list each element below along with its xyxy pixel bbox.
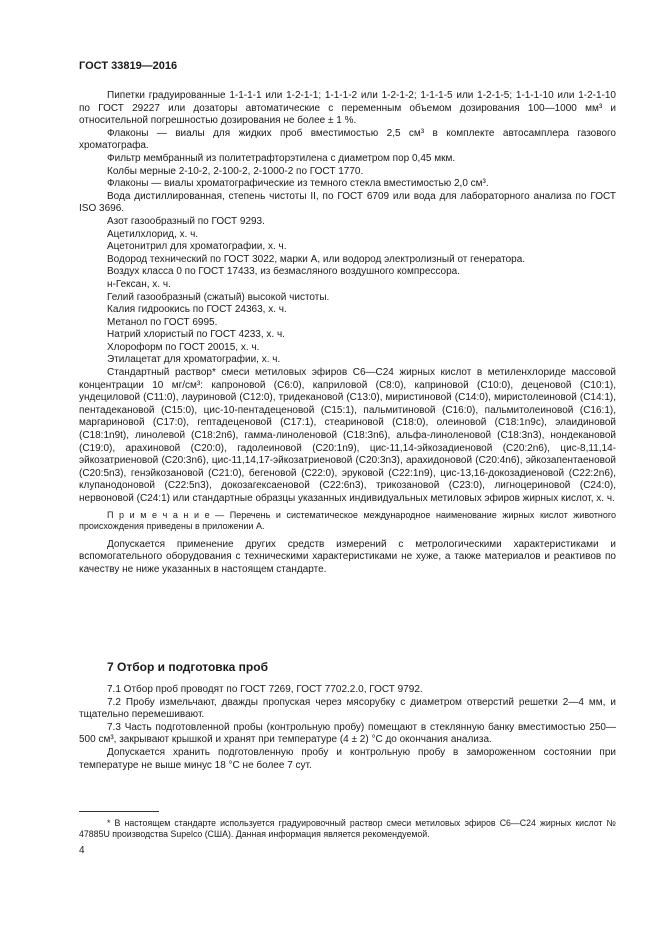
paragraph-air: Воздух класса 0 по ГОСТ 17433, из безмасляного воздушного компрессора. [107,266,460,278]
paragraph-vials: Флаконы — виалы для жидких проб вместимостью 2,5 см³ в комплекте автосамплера газового хроматографа. [79,127,616,152]
paragraph-allowance: Допускается применение других средств измерений с метрологическими характеристиками и вспомогательного оборудования с техническими характеристиками не хуже, а также материалов и реактивов по качеству не ниже указанных в настоящем стандарте. [79,538,616,575]
paragraph-standard-solution: Стандартный раствор* смеси метиловых эфиров С6—С24 жирных кислот в метиленхлориде массовой концентрации 10 мг/см³: капроновой (С6:0), каприловой (С8:0), каприновой (С10:0), деценовой (С10:1), ундециловой (С11:0), лауриновой (С12:0), тридекановой (С13:0), миристиновой (С14:0), миристолеиновой (С14:1), пентадекановой (С15:0), цис-10-пентадеценовой (С15:1), пальмитиновой (С16:0), пальмитолеиновой (С16:1), маргариновой (С17:0), гептадеценовой (С17:1), стеариновой (С18:0), олеиновой (С18:1n9c), элаидиновой (С18:1n9t), линолевой (С18:2n6), гамма-линоленовой (С18:3n6), альфа-линоленовой (С18:3n3), нондекановой (С19:0), арахиновой (С20:0), гадолеиновой (С20:1n9), цис-11,14-эйкозадиеновой (С20:2n6), цис-8,11,14-эйкозатриеновой (С20:3n6), цис-11,14,17-эйкозатриеновой (С20:3n3), арахидоновой (С20:4n6), эйкозапентаеновой (С20:5n3), генэйкозановой (С21:0), бегеновой (С22:0), эруковой (С22:1n9), цис-13,16-докозадиеновой (С22:2n6), клупанодоновой (С22:5n3), докозагексаеновой (С22:6n3), трикозановой (С23:0), лигноцериновой (С24:0), нервоновой (С24:1) или стандартные образцы указанных индивидуальных метиловых эфиров жирных кислот, х. ч. [79,367,616,504]
reagents-list [79,90,616,576]
paragraph-helium: Гелий газообразный (сжатый) высокой чистоты. [107,291,330,303]
section-body [79,684,616,772]
clause-7-1: 7.1 Отбор проб проводят по ГОСТ 7269, ГОСТ 7702.2.0, ГОСТ 9792. [107,684,423,695]
note: П р и м е ч а н и е — Перечень и систематическое международное наименование жирных кислот животного происхождения приведены в приложении А. [79,509,616,532]
footnote-divider [79,811,159,812]
clause-7-3: 7.3 Часть подготовленной пробы (контрольную пробу) помещают в стеклянную банку вместимостью 250—500 см³, закрывают крышкой и хранят при температуре (4 ± 2) °С до окончания анализа. [79,721,616,746]
paragraph-flasks: Колбы мерные 2-10-2, 2-100-2, 2-1000-2 по ГОСТ 1770. [107,165,364,177]
paragraph-acetyl-chloride: Ацетилхлорид, х. ч. [107,228,199,240]
paragraph-water: Вода дистиллированная, степень чистоты II, по ГОСТ 6709 или вода для лабораторного анализа по ГОСТ ISO 3696. [79,190,616,215]
paragraph-sodium-chloride: Натрий хлористый по ГОСТ 4233, х. ч. [107,329,285,341]
paragraph-chloroform: Хлороформ по ГОСТ 20015, х. ч. [107,341,260,353]
paragraph-acetonitrile: Ацетонитрил для хроматографии, х. ч. [107,241,287,253]
section-title: 7 Отбор и подготовка проб [107,660,269,674]
paragraph-hydrogen: Водород технический по ГОСТ 3022, марки А, или водород электролизный от генератора. [107,253,526,265]
paragraph-filter: Фильтр мембранный из политетрафторэтилена с диаметром пор 0,45 мкм. [107,152,456,164]
paragraph-dark-vials: Флаконы — виалы хроматографические из темного стекла вместимостью 2,0 см³. [107,178,489,190]
paragraph-ethyl-acetate: Этилацетат для хроматографии, х. ч. [107,354,281,366]
clause-7-2: 7.2 Пробу измельчают, дважды пропуская через мясорубку с диаметром отверстий решетки 2—4 мм, и тщательно перемешивают. [79,696,616,721]
paragraph-hexane: н-Гексан, х. ч. [107,278,171,290]
paragraph-nitrogen: Азот газообразный по ГОСТ 9293. [107,215,265,227]
document-header: ГОСТ 33819—2016 [79,60,178,72]
paragraph-methanol: Метанол по ГОСТ 6995. [107,316,218,328]
page-number: 4 [79,845,85,856]
paragraph-potassium-hydroxide: Калия гидроокись по ГОСТ 24363, х. ч. [107,304,287,316]
clause-storage: Допускается хранить подготовленную пробу и контрольную пробу в замороженном состоянии при температуре не выше минус 18 °С не более 7 сут. [79,746,616,771]
footnote: * В настоящем стандарте используется градуировочный раствор смеси метиловых эфиров С6—С24 жирных кислот № 47885U производства Supelco (США). Данная информация является рекомендуемой. [79,818,616,839]
paragraph-pipettes: Пипетки градуированные 1-1-1-1 или 1-2-1-1; 1-1-1-2 или 1-2-1-2; 1-1-1-5 или 1-2-1-5; 1-1-1-10 или 1-2-1-10 по ГОСТ 29227 или дозаторы автоматические с переменным объемом дозирования 100—1000 мм³ и относительной погрешностью дозирования не более ± 1 %. [79,90,616,127]
